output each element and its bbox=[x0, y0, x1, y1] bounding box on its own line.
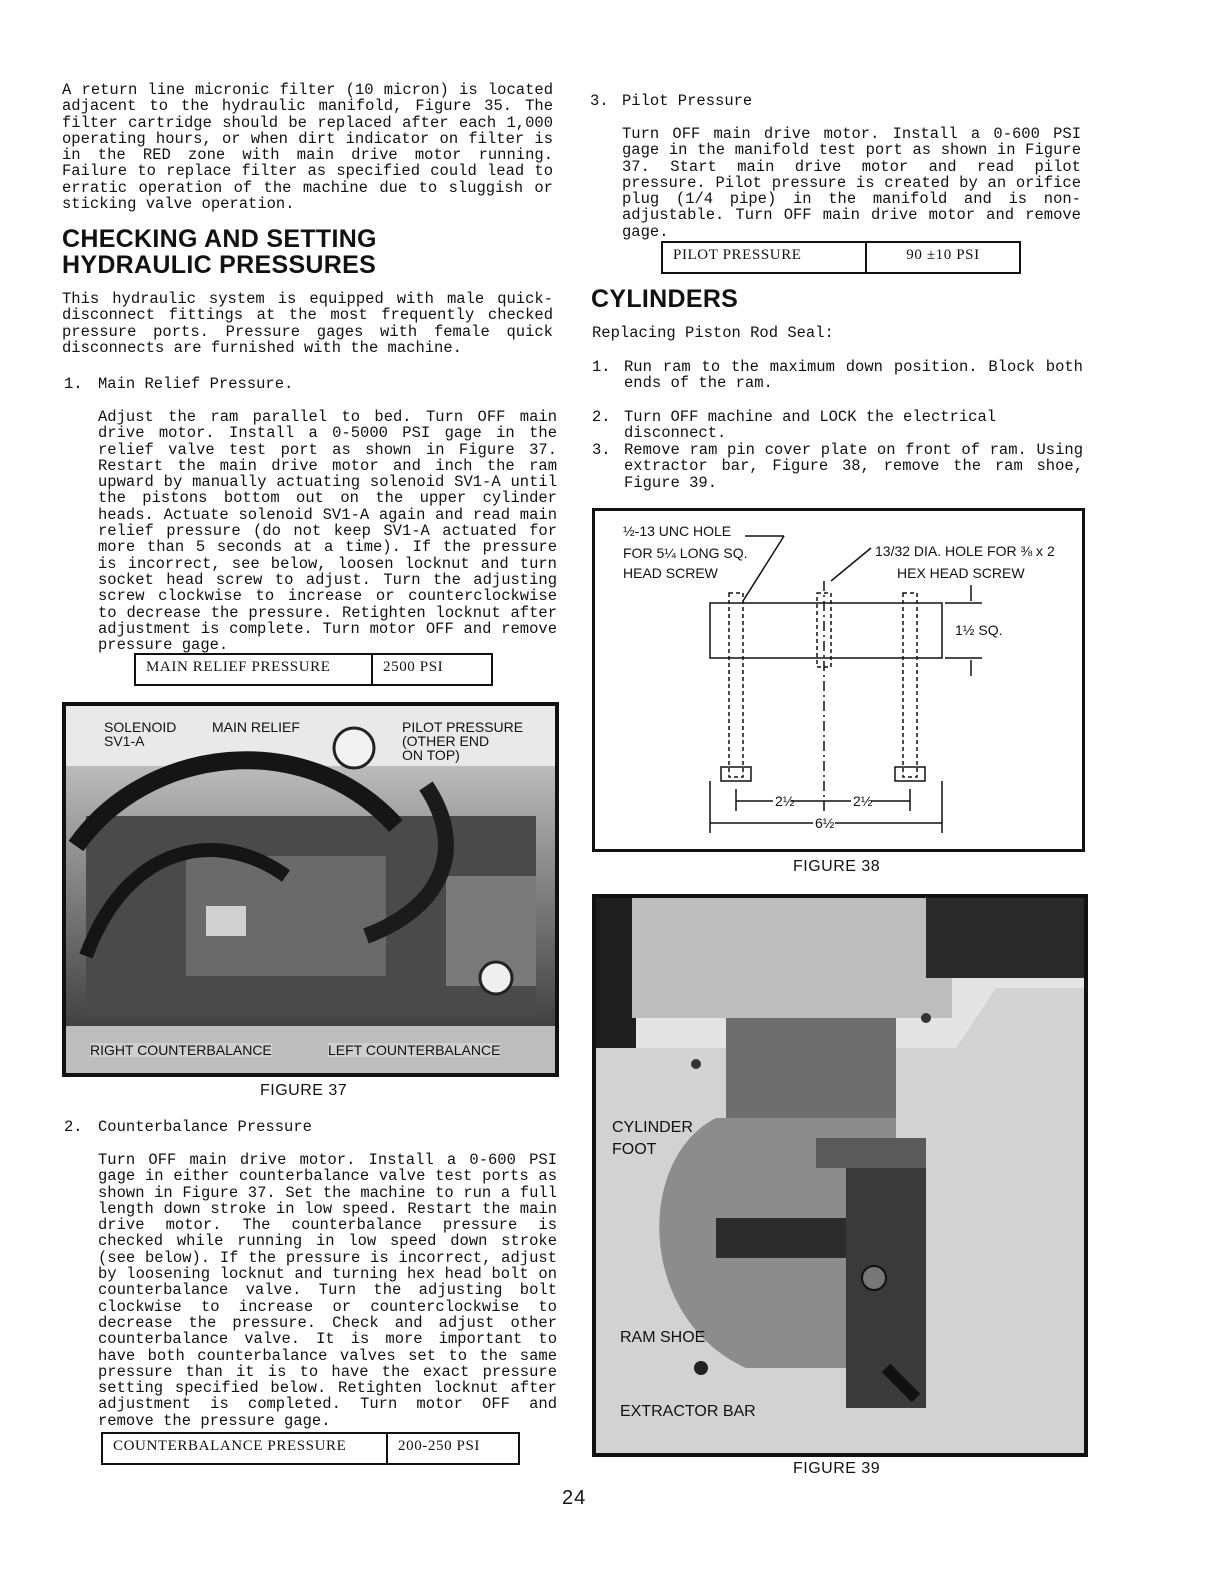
label-cylinder: CYLINDER bbox=[612, 1119, 693, 1136]
label-unc-hole: ½-13 UNC HOLE bbox=[623, 523, 732, 539]
item3-number: 3. bbox=[590, 92, 609, 110]
item2-body: Turn OFF main drive motor. Install a 0-600 PSI gage in either counterbalance valve test ports as shown in Figure 37. Set the machine to run a full length down stroke in low speed. Restart the main drive motor. The counterbalance pressure is checked while running in low speed down stroke (see below). If the pressure is incorrect, adjust by loosening locknut and turning hex head bolt on counterbalance valve. Turn the adjusting bolt clockwise to increase or counterclockwise to decrease the pressure. Check and adjust other counterbalance valve. It is more important to have both counterbalance valves set to the same pressure than it is to have the exact pressure setting specified below. Retighten locknut after adjustment is completed. Turn motor OFF and remove the pressure gage. bbox=[98, 1151, 557, 1430]
step-3-text: Remove ram pin cover plate on front of ram. Using extractor bar, Figure 38, remove the ram shoe, Figure 39. bbox=[624, 441, 1083, 492]
item3-title: Pilot Pressure bbox=[622, 92, 753, 110]
page-number: 24 bbox=[562, 1487, 587, 1509]
label-sv1a: SV1-A bbox=[104, 733, 145, 749]
heading-line-1: CHECKING AND SETTING bbox=[62, 225, 377, 253]
system-paragraph: This hydraulic system is equipped with male quick-disconnect fittings at the most frequently checked pressure ports. Pressure gages with female quick disconnects are furnished with the machine. bbox=[62, 290, 553, 357]
main-relief-value: 2500 PSI bbox=[383, 659, 444, 675]
label-hex-head-screw: HEX HEAD SCREW bbox=[897, 565, 1025, 581]
figure-38-drawing bbox=[592, 508, 1085, 852]
figure-39-caption: FIGURE 39 bbox=[793, 1460, 881, 1477]
step-2-number: 2. bbox=[592, 408, 611, 426]
label-head-screw: HEAD SCREW bbox=[623, 565, 718, 581]
extractor-bar-diagram bbox=[595, 511, 1082, 849]
ram-shoe-photo bbox=[596, 898, 1084, 1453]
item1-title: Main Relief Pressure. bbox=[98, 375, 294, 393]
label-ram-shoe: RAM SHOE bbox=[620, 1329, 706, 1346]
step-3-number: 3. bbox=[592, 441, 611, 459]
item1-body: Adjust the ram parallel to bed. Turn OFF main drive motor. Install a 0-5000 PSI gage in the relief valve test port as shown in Figure 37. Restart the main drive motor and inch the ram upward by manually actuating solenoid SV1-A until the pistons bottom out on the upper cylinder heads. Actuate solenoid SV1-A again and read main relief pressure (do not keep SV1-A actuated for more than 5 seconds at a time). If the pressure is incorrect, see below, loosen locknut and turn socket head screw to adjust. Turn the adjusting screw clockwise to increase or counterclockwise to decrease the pressure. Retighten locknut after adjustment is complete. Turn motor OFF and remove pressure gage. bbox=[98, 408, 557, 655]
figure-37-caption: FIGURE 37 bbox=[260, 1082, 348, 1099]
cylinders-heading: CYLINDERS bbox=[591, 285, 739, 313]
main-relief-spec-box bbox=[134, 653, 493, 686]
item2-number: 2. bbox=[64, 1118, 83, 1136]
dim-left-spacing: 2½ bbox=[775, 793, 795, 809]
cylinders-subtitle: Replacing Piston Rod Seal: bbox=[592, 324, 834, 342]
dim-square: 1½ SQ. bbox=[955, 622, 1003, 638]
counterbalance-label: COUNTERBALANCE PRESSURE bbox=[103, 1434, 388, 1463]
figure-38-caption: FIGURE 38 bbox=[793, 858, 881, 875]
item1-number: 1. bbox=[64, 375, 83, 393]
pilot-label: PILOT PRESSURE bbox=[663, 243, 867, 272]
label-left-counterbalance: LEFT COUNTERBALANCE bbox=[328, 1042, 501, 1058]
label-right-counterbalance: RIGHT COUNTERBALANCE bbox=[90, 1042, 272, 1058]
pilot-value: 90 ±10 PSI bbox=[906, 247, 980, 263]
step-1-text: Run ram to the maximum down position. Block both ends of the ram. bbox=[624, 358, 1083, 393]
item2-title: Counterbalance Pressure bbox=[98, 1118, 312, 1136]
label-extractor-bar: EXTRACTOR BAR bbox=[620, 1403, 756, 1420]
pilot-spec-box bbox=[661, 241, 1021, 274]
label-foot: FOOT bbox=[612, 1141, 657, 1158]
label-long-sq: FOR 5¼ LONG SQ. bbox=[623, 545, 748, 561]
heading-line-2: HYDRAULIC PRESSURES bbox=[62, 251, 377, 279]
section-heading-pressures bbox=[62, 226, 377, 278]
step-1-number: 1. bbox=[592, 358, 611, 376]
main-relief-label: MAIN RELIEF PRESSURE bbox=[136, 655, 373, 684]
label-pilot-other-end: (OTHER END bbox=[402, 733, 490, 749]
label-pilot-on-top: ON TOP) bbox=[402, 747, 460, 763]
dim-total-length: 6½ bbox=[815, 815, 835, 831]
dim-right-spacing: 2½ bbox=[853, 793, 873, 809]
figure-37-photo bbox=[62, 702, 559, 1077]
label-dia-hole: 13/32 DIA. HOLE FOR ⅜ x 2 bbox=[875, 543, 1055, 559]
hydraulic-manifold-photo bbox=[66, 706, 555, 1073]
item3-body: Turn OFF main drive motor. Install a 0-600 PSI gage in the manifold test port as shown in Figure 37. Start main drive motor and read pilot pressure. Pilot pressure is created by an orifice plug (1/4 pipe) in the manifold and is non-adjustable. Turn OFF main drive motor and remove gage. bbox=[622, 125, 1081, 241]
intro-paragraph: A return line micronic filter (10 micron) is located adjacent to the hydraulic manifold, Figure 35. The filter cartridge should be replaced after each 1,000 operating hours, or when dirt indicator on filter is in the RED zone with main drive motor running. Failure to replace filter as specified could lead to erratic operation of the machine due to sluggish or sticking valve operation. bbox=[62, 81, 553, 214]
counterbalance-spec-box bbox=[101, 1432, 520, 1465]
counterbalance-value: 200-250 PSI bbox=[398, 1438, 481, 1454]
label-solenoid: SOLENOID bbox=[104, 719, 177, 735]
label-pilot-pressure: PILOT PRESSURE bbox=[402, 719, 524, 735]
figure-39-photo bbox=[592, 894, 1088, 1457]
step-2-text: Turn OFF machine and LOCK the electrical disconnect. bbox=[624, 408, 997, 443]
label-main-relief: MAIN RELIEF bbox=[212, 719, 300, 735]
